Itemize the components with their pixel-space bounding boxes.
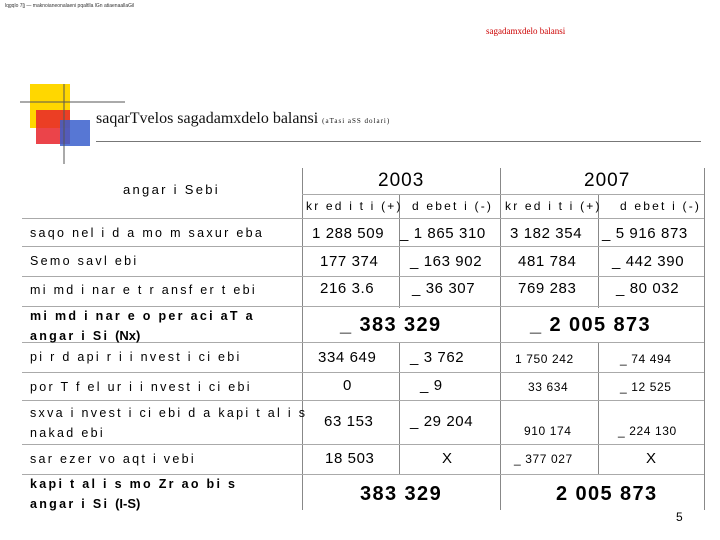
row-label: sxva i nvest i ci ebi d a kapi t al i s xyxy=(30,406,308,420)
col-header-credit: kr ed i t i (+) xyxy=(306,199,403,213)
row-divider xyxy=(22,246,704,247)
row-label: por T f el ur i i nvest i ci ebi xyxy=(30,380,252,394)
col-divider xyxy=(399,342,400,474)
row-label: pi r d api r i i nvest i ci ebi xyxy=(30,350,242,364)
row-tag: (I-S) xyxy=(115,496,141,511)
cell-value: 481 784 xyxy=(518,253,577,270)
cell-value: _ 224 130 xyxy=(618,424,677,438)
cell-value: 1 750 242 xyxy=(515,352,574,366)
row-label: Semo savl ebi xyxy=(30,254,139,268)
cell-value: X xyxy=(442,450,453,467)
row-label-line2 xyxy=(30,328,140,343)
col-header-credit: kr ed i t i (+) xyxy=(505,199,602,213)
cell-value: _ 442 390 xyxy=(612,253,685,270)
cell-value: _ 3 762 xyxy=(410,349,465,366)
cell-value: _ 80 032 xyxy=(616,280,680,297)
cell-value: _ 377 027 xyxy=(514,452,573,466)
row-label: saqo nel i d a mo m saxur eba xyxy=(30,226,265,240)
header-note: lqgqlo 7[j — maknoianeonalaeni pqaltlla lGn atiaenaallaGil xyxy=(5,3,135,9)
cell-value: 216 3.6 xyxy=(320,280,375,297)
year-header: 2003 xyxy=(378,170,425,191)
row-header: angar i Sebi xyxy=(123,182,220,197)
cell-value: 334 649 xyxy=(318,349,377,366)
title-unit: (aTasi aSS dolari) xyxy=(322,117,391,125)
title-divider xyxy=(96,141,701,142)
year-header: 2007 xyxy=(584,170,631,191)
row-label-line2 xyxy=(30,496,140,511)
row-divider xyxy=(22,306,704,307)
row-label: mi md i nar e o per aci aT a xyxy=(30,309,255,323)
cell-value: X xyxy=(646,450,657,467)
page-number: 5 xyxy=(676,510,683,524)
cell-value: _ 74 494 xyxy=(620,352,672,366)
merged-value: _ 383 329 xyxy=(340,314,442,336)
row-divider xyxy=(22,400,704,401)
cell-value: _ 12 525 xyxy=(620,380,672,394)
row-label-cont: angar i Si xyxy=(30,329,110,343)
cell-value: _ 36 307 xyxy=(412,280,476,297)
cell-value: 3 182 354 xyxy=(510,225,583,242)
title-main: saqarTvelos sagadamxdelo balansi xyxy=(96,110,319,127)
cell-value: _ 5 916 873 xyxy=(602,225,688,242)
row-divider xyxy=(22,276,704,277)
cell-value: 33 634 xyxy=(528,380,569,394)
cell-value: _ 9 xyxy=(420,377,443,394)
col-divider xyxy=(598,342,599,474)
section-link[interactable]: sagadamxdelo balansi xyxy=(486,26,566,36)
merged-value: 383 329 xyxy=(360,483,443,505)
row-label: kapi t al i s mo Zr ao bi s xyxy=(30,477,238,491)
cell-value: 177 374 xyxy=(320,253,379,270)
row-divider xyxy=(22,372,704,373)
row-tag: (Nx) xyxy=(115,328,141,343)
slide-title xyxy=(96,110,390,128)
cell-value: _ 163 902 xyxy=(410,253,483,270)
row-label: sar ezer vo aqt i vebi xyxy=(30,452,196,466)
row-label: mi md i nar e t r ansf er t ebi xyxy=(30,283,257,297)
col-header-debit: d ebet i (-) xyxy=(412,199,494,213)
cell-value: 1 288 509 xyxy=(312,225,385,242)
row-divider xyxy=(22,474,704,475)
cell-value: 18 503 xyxy=(325,450,375,467)
row-label-line2: nakad ebi xyxy=(30,426,105,440)
row-label-cont: angar i Si xyxy=(30,497,110,511)
cell-value: _ 29 204 xyxy=(410,413,474,430)
cell-value: 63 153 xyxy=(324,413,374,430)
merged-value: 2 005 873 xyxy=(556,483,658,505)
row-divider xyxy=(22,444,704,445)
col-divider xyxy=(598,218,599,308)
col-header-debit: d ebet i (-) xyxy=(620,199,702,213)
row-divider xyxy=(22,218,704,219)
row-divider xyxy=(302,194,704,195)
merged-value: _ 2 005 873 xyxy=(530,314,652,336)
cell-value: _ 1 865 310 xyxy=(400,225,486,242)
col-divider xyxy=(500,168,501,510)
cell-value: 769 283 xyxy=(518,280,577,297)
cell-value: 0 xyxy=(343,377,352,394)
col-divider xyxy=(704,168,705,510)
cell-value: 910 174 xyxy=(524,424,572,438)
col-divider xyxy=(302,168,303,510)
